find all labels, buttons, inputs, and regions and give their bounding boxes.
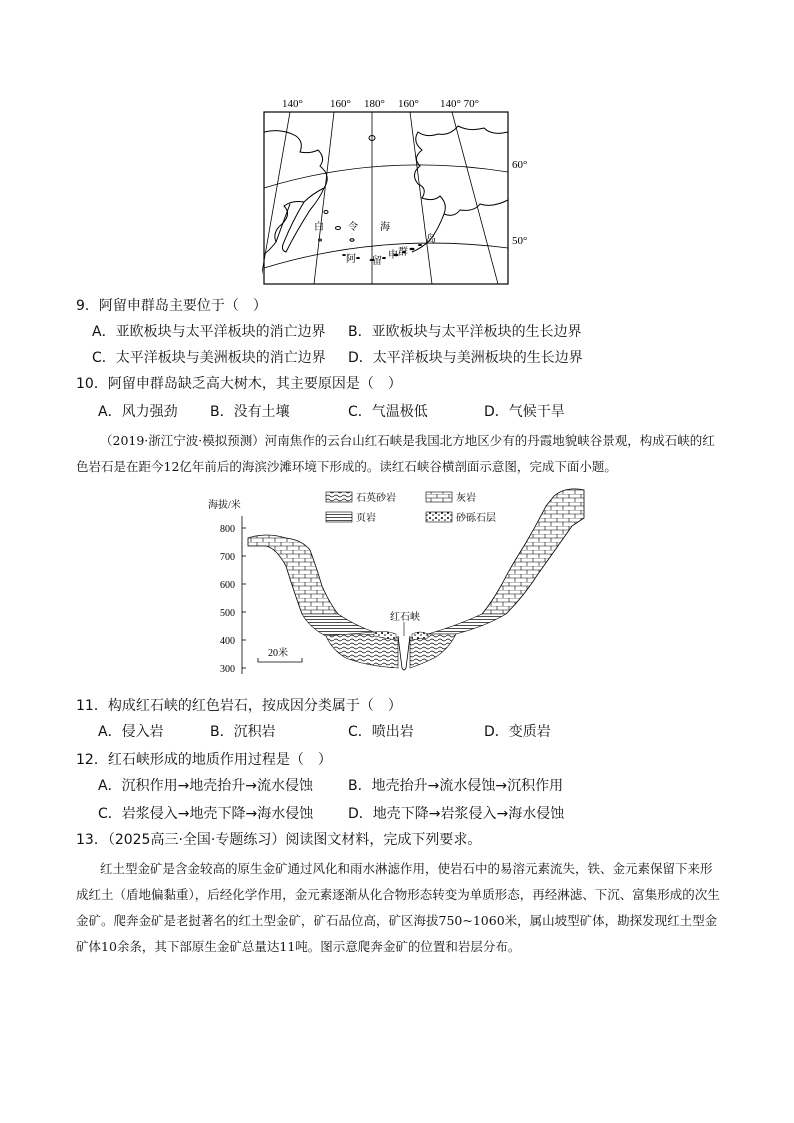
legend-label-shale: 页岩: [356, 513, 376, 524]
canyon-intro-paragraph: （2019·浙江宁波·模拟预测）河南焦作的云台山红石峡是我国北方地区少有的丹霞地貌峡谷景观，构成石峡的红色岩石是在距今12亿年前后的海滨沙滩环境下形成的。读红石峡谷横剖面示意图，完成下面小题。: [76, 433, 715, 474]
question-9-option-c[interactable]: C．太平洋板块与美洲板块的消亡边界: [92, 350, 326, 366]
question-10-option-c[interactable]: C．气温极低: [348, 404, 428, 420]
question-9-option-a[interactable]: A．亚欧板块与太平洋板块的消亡边界: [92, 324, 326, 340]
question-12-option-d[interactable]: D．地壳下降→岩浆侵入→海水侵蚀: [348, 806, 565, 822]
legend-label-limestone: 灰岩: [456, 493, 476, 504]
canyon-tick-400: 400: [220, 636, 235, 647]
canyon-tick-500: 500: [220, 608, 235, 619]
legend-swatch-shale: [326, 512, 352, 522]
map-lon-label-140w: 140°: [282, 98, 303, 110]
question-11-option-b[interactable]: B．沉积岩: [210, 724, 276, 740]
map-coastlines: [264, 126, 508, 254]
canyon-tick-800: 800: [220, 524, 235, 535]
red-stone-gorge-slot: [398, 636, 410, 670]
map-islands-char-3: 申: [388, 250, 398, 261]
aleutian-map: [262, 92, 530, 292]
map-islands-char-5: 岛: [426, 234, 436, 245]
canyon-y-ticks: [220, 524, 235, 675]
map-sea-char-1: 白: [314, 222, 324, 233]
legend-swatch-quartz-sandstone: [326, 492, 352, 502]
canyon-scale-label: 20米: [268, 648, 288, 659]
legend-label-quartz-sandstone: 石英砂岩: [356, 493, 396, 504]
canyon-y-axis-label: 海拔/米: [208, 500, 241, 511]
question-10-option-b[interactable]: B．没有土壤: [210, 404, 290, 420]
canyon-left-shale: [302, 614, 374, 636]
canyon-cross-section-figure: [206, 486, 592, 682]
map-islands-char-1: 阿: [346, 254, 356, 265]
map-lon-label-140e: 140° 70°: [440, 98, 480, 110]
question-9-stem: 9．阿留申群岛主要位于（ ）: [76, 298, 267, 314]
question-11-stem: 11．构成红石峡的红色岩石，按成因分类属于（ ）: [76, 698, 402, 714]
map-sea-char-3: 海: [380, 222, 390, 233]
question-11-option-d[interactable]: D．变质岩: [484, 724, 551, 740]
canyon-tick-600: 600: [220, 580, 235, 591]
question-12-option-c[interactable]: C．岩浆侵入→地壳下降→海水侵蚀: [98, 806, 314, 822]
map-islands-char-4: 群: [398, 247, 408, 258]
canyon-right-shale: [428, 614, 506, 634]
question-13-stem: 13．（2025高三·全国·专题练习）阅读图文材料，完成下列要求。: [76, 832, 482, 848]
question-13-material-paragraph: 红土型金矿是含金较高的原生金矿通过风化和雨水淋滤作用，使岩石中的易溶元素流失，铁、金元素保留下来形成红土（盾地偏黏重），后经化学作用，金元素逐渐从化合物形态转变为单质形态，再经淋滤、下沉、富集形成的次生金矿。爬奔金矿是老挝著名的红土型金矿，矿石品位高，矿区海拔750~1060米，属山坡型矿体，勘探发现红土型金矿体10余条，其下部原生金矿总量达11吨。图示意爬奔金矿的位置和岩层分布。: [76, 861, 720, 954]
question-9-option-b[interactable]: B．亚欧板块与太平洋板块的生长边界: [348, 324, 582, 340]
map-islands-char-2: 留: [372, 256, 382, 267]
question-11-option-c[interactable]: C．喷出岩: [348, 724, 414, 740]
canyon-left-limestone: [248, 535, 338, 614]
question-11-option-a[interactable]: A．侵入岩: [98, 724, 164, 740]
map-sea-char-2: 令: [348, 222, 358, 233]
legend-swatch-limestone: [426, 492, 452, 502]
question-10-option-d[interactable]: D．气候干旱: [484, 404, 565, 420]
canyon-tick-300: 300: [220, 664, 235, 675]
canyon-bottom-sandstone: [326, 634, 398, 668]
question-10-stem: 10．阿留申群岛缺乏高大树木，其主要原因是（ ）: [76, 376, 402, 392]
question-12-option-b[interactable]: B．地壳抬升→流水侵蚀→沉积作用: [348, 778, 564, 794]
question-10-option-a[interactable]: A．风力强劲: [98, 404, 178, 420]
map-lon-label-160w: 160°: [330, 98, 351, 110]
map-lat-label-60: 60°: [512, 159, 528, 171]
canyon-cross-section: [206, 486, 592, 682]
question-12-stem: 12．红石峡形成的地质作用过程是（ ）: [76, 752, 332, 768]
red-stone-gorge-label: 红石峡: [390, 612, 420, 623]
legend-label-gravel: 砂砾石层: [456, 513, 496, 524]
map-lon-label-160e: 160°: [398, 98, 419, 110]
legend-swatch-gravel: [426, 512, 452, 522]
canyon-right-limestone: [482, 489, 584, 614]
map-lat-label-50: 50°: [512, 235, 528, 247]
question-9-option-d[interactable]: D．太平洋板块与美洲板块的生长边界: [348, 350, 583, 366]
canyon-tick-700: 700: [220, 552, 235, 563]
question-12-option-a[interactable]: A．沉积作用→地壳抬升→流水侵蚀: [98, 778, 314, 794]
aleutian-map-figure: [262, 92, 530, 292]
map-lon-label-180: 180°: [364, 98, 385, 110]
